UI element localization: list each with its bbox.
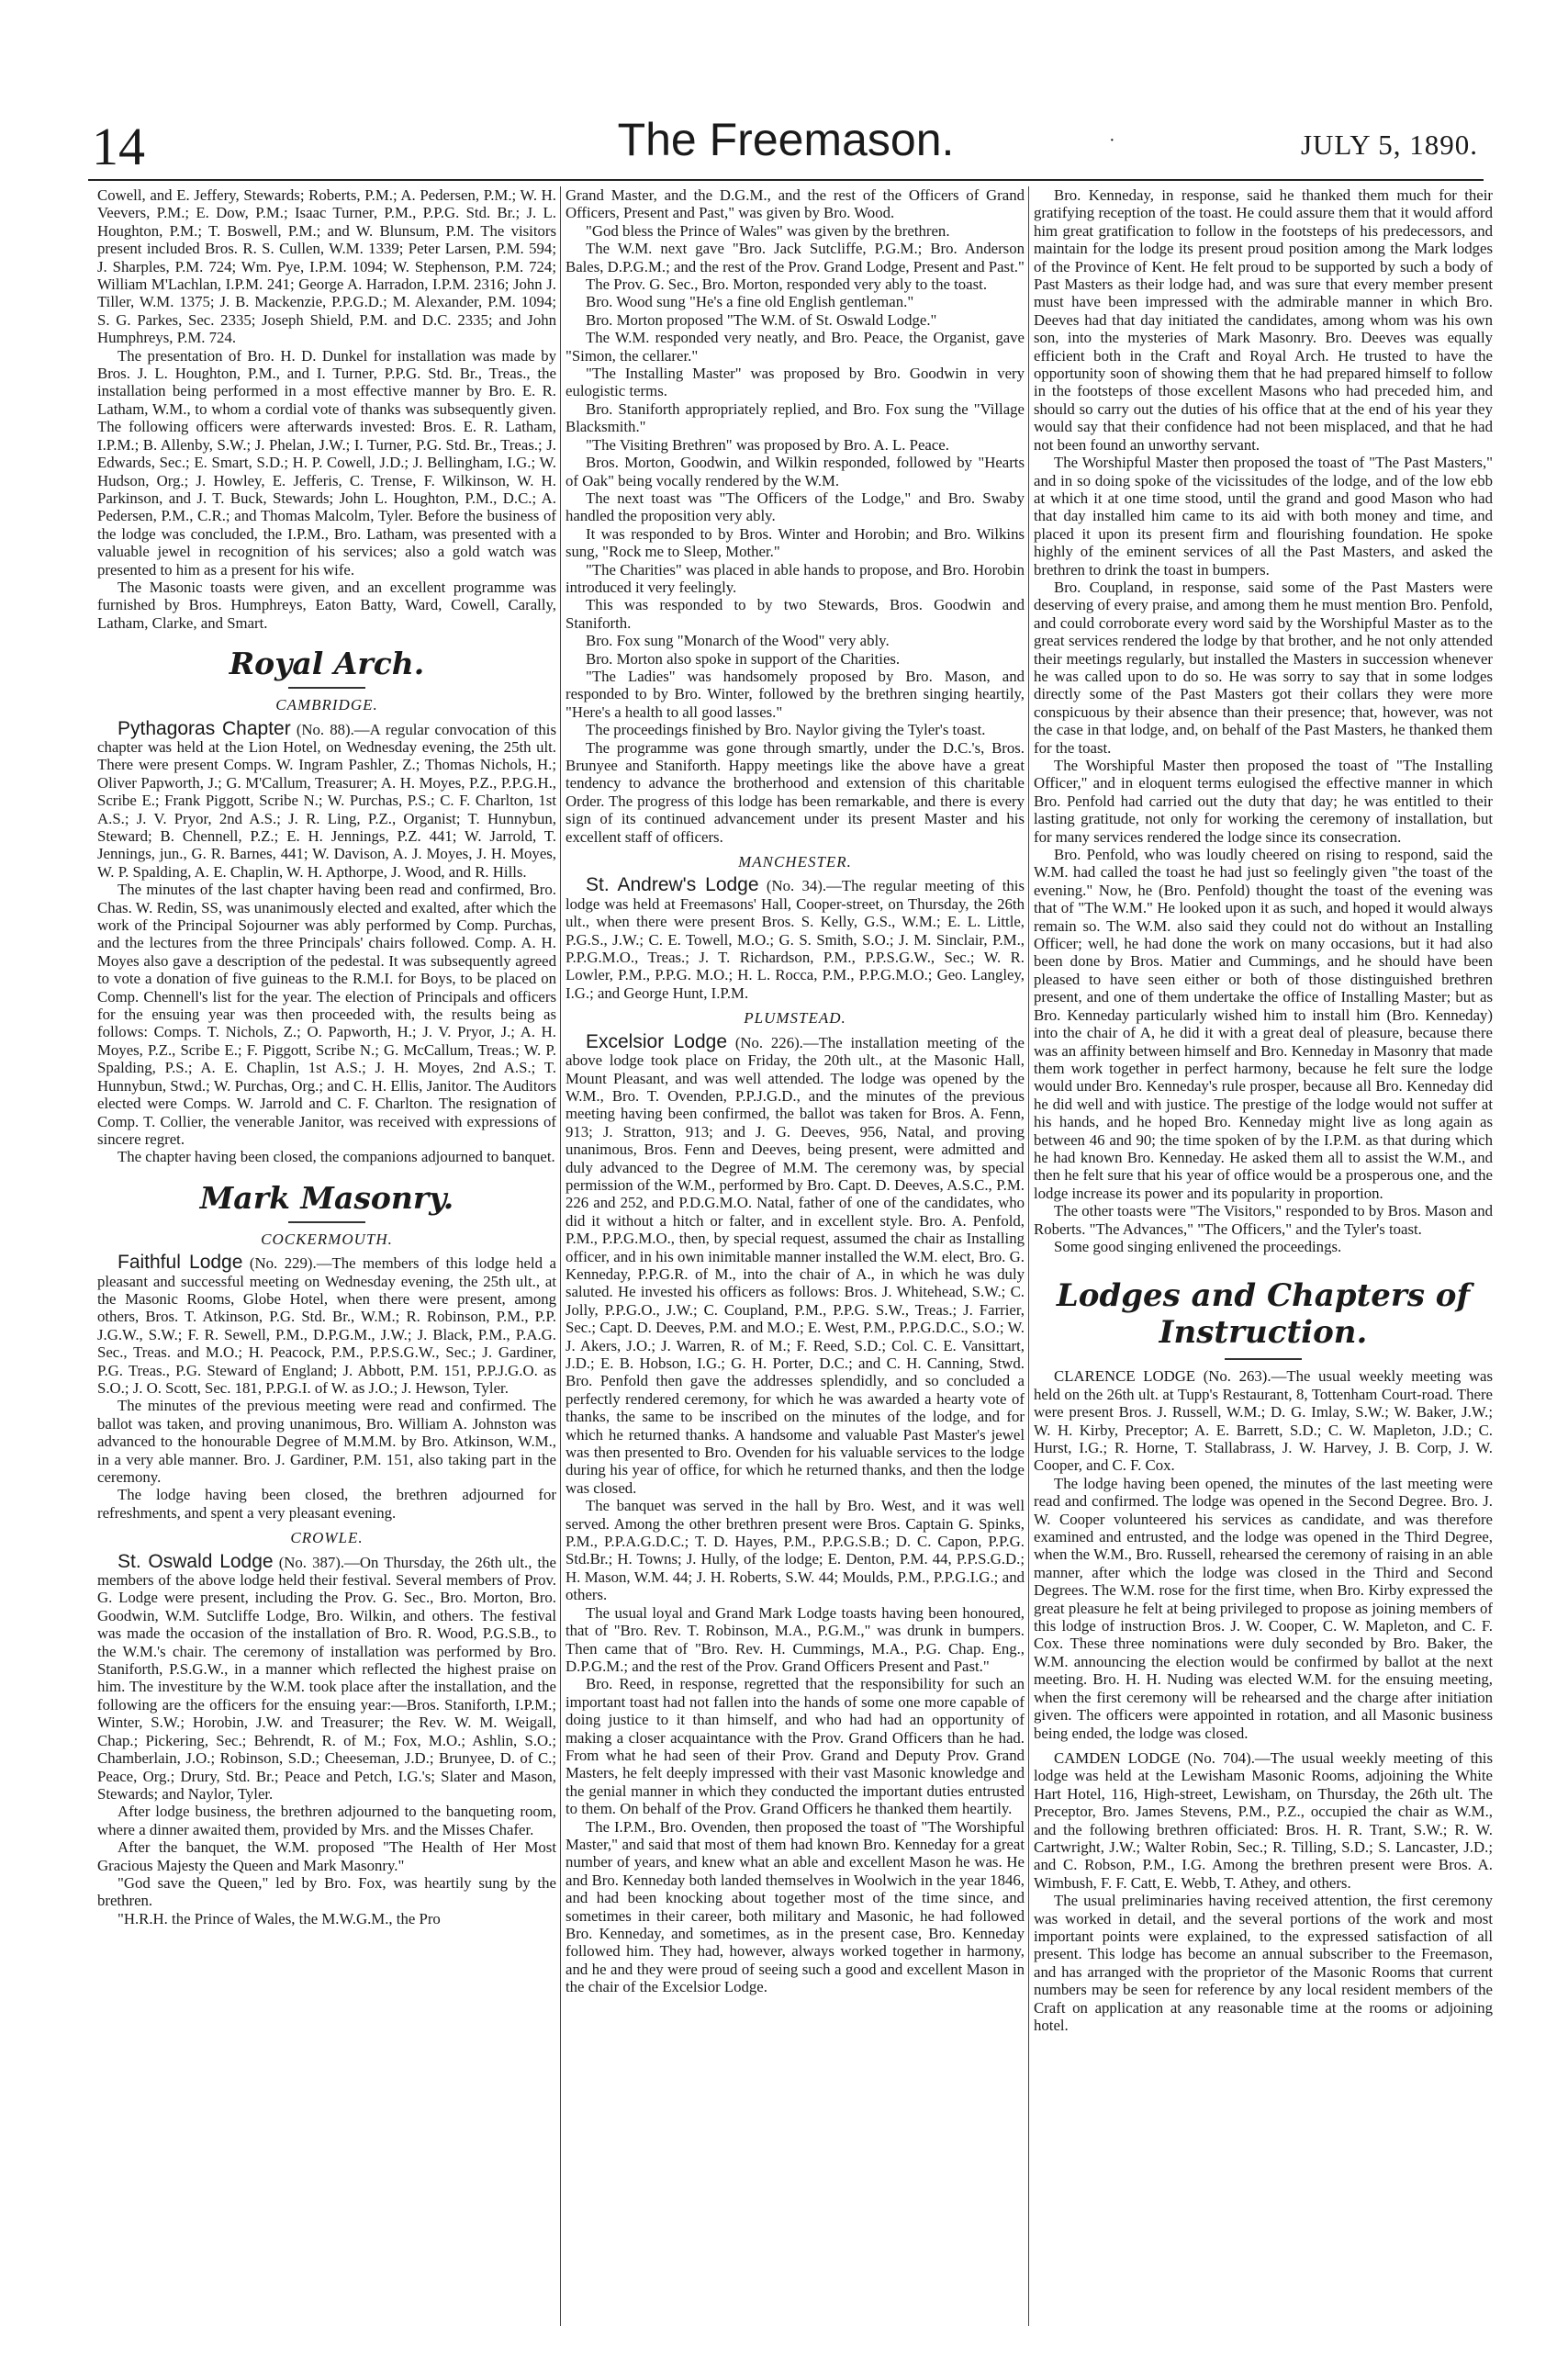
paragraph: "God bless the Prince of Wales" was given by the brethren.	[586, 221, 950, 240]
article-paragraph	[566, 1030, 1025, 1498]
place-heading: PLUMSTEAD.	[744, 1009, 846, 1028]
article-paragraph	[566, 876, 1025, 1002]
paragraph: The chapter having been closed, the companions adjourned to banquet.	[118, 1148, 555, 1166]
header-dot: ·	[1109, 130, 1115, 151]
section-title-line: Instruction.	[1159, 1314, 1368, 1352]
paragraph: The Masonic toasts were given, and an excellent programme was furnished by Bros. Humphreys, Eaton Batty, Ward, Cowell, Carally, Latham, Clarke, and Smart.	[97, 578, 556, 632]
paragraph: The usual preliminaries having received attention, the first ceremony was worked in detail, and the several portions of the work and most important points were explained, to the expressed satisfaction of all present. This lodge has become an annual subscriber to the Freemason, and has arranged with the proprietor of the Masonic Rooms that current numbers may be seen for reference by any local resident members of the Craft on application at any reasonable time at the rooms or adjoining hotel.	[1034, 1892, 1493, 2034]
paragraph: The next toast was "The Officers of the Lodge," and Bro. Swaby handled the proposition very ably.	[566, 489, 1025, 525]
paragraph: Bros. Morton, Goodwin, and Wilkin responded, followed by "Hearts of Oak" being vocally rendered by the W.M.	[566, 454, 1025, 489]
paragraph: The Worshipful Master then proposed the toast of "The Installing Officer," and in eloquent terms eulogised the effective manner in which Bro. Penfold had carried out the duty that day; he was entitled to their lasting gratitude, not only for working the ceremony of installation, but for many services rendered the lodge since its consecration.	[1034, 757, 1493, 846]
article-text: (No. 387).—On Thursday, the 26th ult., the members of the above lodge held their festival. Several members of Prov. G. Lodge were present, including the Prov. G. Sec., Bro. Morton, Bro. Goodwin, W.M. Sutcliffe Lodge, Bro. Wilkin, and others. The festival was made the occasion of the installation of Bro. R. Wood, P.G.S.B., to the W.M.'s chair. The ceremony of installation was performed by Bro. Staniforth, P.S.G.W., in a manner which reflected the highest praise on him. The investiture by the W.M. took place after the installation, and the following are the officers for the ensuing year:—Bros. Staniforth, I.P.M.; Winter, S.W.; Horobin, J.W. and Treasurer; the Rev. W. M. Weigall, Chap.; Pickering, Sec.; Behrendt, R. of M.; Fox, M.O.; Ashlin, S.O.; Chamberlain, J.O.; Robinson, S.D.; Cheeseman, J.D.; Brunyee, D. of C.; Peace, Org.; Drury, Std. Br.; Peace and Petch, I.G.'s; Slater and Mason, Stewards; and Naylor, Tyler.	[97, 1553, 556, 1803]
article-text: (No. 229).—The members of this lodge held a pleasant and successful meeting on Wednesday evening, the 25th ult., at the Masonic Rooms, Globe Hotel, when there were present, among others, Bros. T. Atkinson, P.G. Std. Br., W.M.; R. Robinson, P.M., P.P. J.G.W., S.W.; F. R. Sewell, P.M., D.P.G.M., J.W.; J. Black, P.M., P.A.G. Sec., Treas. and M.O.; H. Peacock, P.M., P.P.S.G.W., Sec.; J. Gardiner, P.G. Treas., P.G. Steward of England; J. Abbott, P.M. 151, P.P.J.G.O. as S.O.; J. O. Scott, Sec. 181, P.P.G.I. of W. as J.O.; J. Hewson, Tyler.	[97, 1254, 556, 1397]
paragraph: "God save the Queen," led by Bro. Fox, was heartily sung by the brethren.	[97, 1873, 556, 1910]
paragraph: The I.P.M., Bro. Ovenden, then proposed the toast of "The Worshipful Master," and said that most of them had known Bro. Kenneday for a great number of years, and knew what an able and excellent Mason he was. He and Bro. Kenneday both landed themselves in Woolwich in the year 1846, and had been knocking about together most of the time since, and sometimes in their career, both military and Masonic, he had followed Bro. Kenneday, and sometimes, as in the present case, Bro. Kenneday followed him. They had, however, always worked together in harmony, and he and they were proud of seeing such a good and excellent Mason in the chair of the Excelsior Lodge.	[566, 1817, 1025, 1996]
header-rule	[88, 179, 1484, 181]
place-heading: COCKERMOUTH.	[261, 1230, 393, 1248]
article-paragraph	[97, 1253, 556, 1397]
paragraph: "The Installing Master" was proposed by Bro. Goodwin in very eulogistic terms.	[566, 365, 1025, 400]
paragraph: The proceedings finished by Bro. Naylor giving the Tyler's toast.	[586, 721, 986, 739]
article-text: (No. 88).—A regular convocation of this chapter was held at the Lion Hotel, on Wednesday evening, the 25th ult. There were present Comps. W. Ingram Pashler, Z.; Thomas Nichols, H.; Oliver Papworth, J.; G. M'Callum, Treasurer; A. H. Moyes, P.Z., P.P.G.H., Scribe E.; Frank Piggott, Scribe N.; W. Purchas, P.S.; C. F. Charlton, 1st A.S.; J. V. Pryor, 2nd A.S.; J. R. Ling, P.Z., Organist; T. Hunnybun, Steward; B. Chennell, P.Z.; E. H. Jennings, P.Z. 441; W. Jarrold, T. Jennings, jun., G. R. Barnes, 441; W. Davison, A. J. Moyes, J. H. Moyes, W. P. Spalding, A. E. Chaplin, W. H. Apthorpe, J. Wood, and R. Hills.	[97, 720, 556, 881]
paragraph: The minutes of the previous meeting were read and confirmed. The ballot was taken, and proving unanimous, Bro. William A. Johnston was advanced to the honourable Degree of M.M.M. by Bro. Atkinson, W.M., in a very able manner. Bro. J. Gardiner, P.M. 151, also taking part in the ceremony.	[97, 1397, 556, 1486]
paragraph: Cowell, and E. Jeffery, Stewards; Roberts, P.M.; A. Pedersen, P.M.; W. H. Veevers, P.M.; E. Dow, P.M.; Isaac Turner, P.M., P.P.G. Std. Br.; J. L. Houghton, P.M.; T. Boswell, P.M.; and W. Blunsum, P.M. The visitors present included Bros. R. S. Cullen, W.M. 1339; Peter Larsen, P.M. 594; J. Sharples, P.M. 724; Wm. Pye, I.P.M. 1094; W. Stephenson, P.M. 724; William M'Lachlan, I.P.M. 241; George A. Harradon, I.P.M. 2316; John J. Tiller, W.M. 1375; J. B. Mackenzie, P.P.G.D.; M. Alexander, P.M. 1094; S. G. Parkes, Sec. 2335; Joseph Shield, P.M. and D.C. 2335; and John Humphreys, P.M. 724.	[97, 186, 556, 347]
place-heading: CROWLE.	[290, 1529, 364, 1547]
paragraph: "The Visiting Brethren" was proposed by Bro. A. L. Peace.	[586, 435, 949, 454]
paragraph: It was responded to by Bros. Winter and Horobin; and Bro. Wilkins sung, "Rock me to Sleep, Mother."	[566, 524, 1025, 561]
paragraph: Bro. Morton also spoke in support of the Charities.	[586, 649, 901, 668]
paragraph: Bro. Reed, in response, regretted that the responsibility for such an important toast had not fallen into the hands of some one more capable of doing justice to it than himself, and who had had an opportunity of making a closer acquaintance with the Prov. Grand Officers than he had. From what he had seen of their Prov. Grand and Deputy Prov. Grand Masters, he felt deeply impressed with their vast Masonic knowledge and the genial manner in which they conducted the important duties entrusted to them. On behalf of the Prov. Grand Officers he thanked them heartily.	[566, 1675, 1025, 1818]
paragraph: Bro. Kenneday, in response, said he thanked them much for their gratifying reception of the toast. He could assure them that it would afford him great gratification to follow in the footsteps of his predecessors, and maintain for the lodge its present proud position among the Mark lodges of the Province of Kent. He felt proud to be supported by such a body of Past Masters as their lodge had, and was sure that every member present must have been impressed with the admirable manner in which Bro. Deeves had that day initiated the candidates, among whom was his own son, into the mysteries of Mark Masonry. Bro. Deeves was equally efficient both in the Craft and Royal Arch. He trusted to have the opportunity soon of showing them that he had prepared himself to follow in the footsteps of those excellent Masons who had preceded him, and should so carry out the duties of his office that at the end of his year they would say that their confidence had not been misplaced, and that he had not been found an unworthy servant.	[1034, 186, 1493, 454]
divider	[288, 687, 365, 689]
article-text: (No. 226).—The installation meeting of the above lodge took place on Friday, the 20th ult., at the Masonic Hall, Mount Pleasant, and was well attended. The lodge was opened by the W.M., Bro. T. Ovenden, P.P.J.G.D., and the minutes of the previous meeting having been confirmed, the ballot was taken for Bros. A. Fenn, 913; J. Stratton, 913; and J. G. Deeves, 956, Natal, and proving unanimous, Bros. Fenn and Deeves, being present, were admitted and duly advanced to the Degree of M.M. The ceremony was, by special permission of the W.M., performed by Bro. Capt. D. Deeves, A.S.C., P.M. 226 and 252, and P.D.G.M.O. Natal, father of one of the candidates, who did it without a hitch or falter, and in excellent style. Bro. A. Penfold, P.M., P.P.G.M.O., then, by special request, assumed the chair as Installing officer, and in his own inimitable manner installed the W.M. elect, Bro. G. Kenneday, P.P.G.R. of M., into the chair of A., in which he was duly saluted. He invested his officers as follows: Bros. J. Whitehead, S.W.; C. Jolly, P.P.G.O., J.W.; C. Coupland, P.M., P.P.G. S.W., Treas.; J. Farrier, Sec.; Capt. D. Deeves, P.M. and M.O.; E. West, P.M., P.P.G.D.C., S.O.; W. J. Akers, J.O.; J. Warren, R. of M.; F. Reed, S.D.; Col. C. E. Vansittart, J.D.; E. B. Hobson, I.G.; G. H. Porter, D.C.; and C. H. Canning, Stwd. Bro. Penfold then gave the addresses splendidly, and so concluded a perfectly rendered ceremony, for which he was awarded a hearty vote of thanks, the same to be inscribed on the minutes of the lodge, and for which he returned thanks. A handsome and valuable Past Master's jewel was then presented to Bro. Ovenden for his valuable services to the lodge during his year of office, for which he returned thanks, and then the lodge was closed.	[566, 1033, 1025, 1497]
column-1	[97, 186, 556, 2326]
paragraph: Some good singing enlivened the proceedings.	[1054, 1237, 1342, 1255]
column-2	[566, 186, 1025, 2326]
masthead-title: The Freemason.	[617, 114, 955, 165]
article-text: (No. 263).—The usual weekly meeting was held on the 26th ult. at Tupp's Restaurant, 8, Tottenham Court-road. There were present Bros. J. Russell, W.M.; D. G. Imlay, S.W.; W. Baker, J.W.; W. H. Kirby, Preceptor; A. E. Barrett, S.D.; C. W. Mapleton, J.D.; C. Hurst, I.G.; R. Horne, T. Stallabrass, J. W. Harvey, J. B. Corp, J. W. Cooper, and C. F. Cox.	[1034, 1367, 1493, 1475]
paragraph: "H.R.H. the Prince of Wales, the M.W.G.M., the Pro	[118, 1909, 441, 1927]
paragraph: The Prov. G. Sec., Bro. Morton, responded very ably to the toast.	[586, 275, 988, 294]
divider	[288, 1221, 365, 1223]
article-paragraph	[97, 1550, 556, 1804]
article-paragraph	[97, 717, 556, 882]
paragraph: "The Charities" was placed in able hands to propose, and Bro. Horobin introduced it very feelingly.	[566, 560, 1025, 596]
paragraph: The presentation of Bro. H. D. Dunkel for installation was made by Bros. J. L. Houghton, P.M., and I. Turner, P.P.G. Std. Br., Treas., the installation being performed in a most effective manner by Bro. E. R. Latham, W.M., to whom a cordial vote of thanks was subsequently given. The following officers were afterwards invested: Bros. E. R. Latham, I.P.M.; B. Allenby, S.W.; J. Phelan, J.W.; I. Turner, P.G. Std. Br., Treas.; J. Edwards, Sec.; E. Smart, S.D.; H. P. Cowell, J.D.; J. Bellingham, I.G.; W. Hudson, Org.; J. Howley, E. Jefferis, C. Trense, F. Wilkinson, W. H. Parkinson, and J. T. Buck, Stewards; John L. Houghton, P.M., D.C.; A. Pedersen, P.M., C.R.; and Thomas Malcolm, Tyler. Before the business of the lodge was concluded, the I.P.M., Bro. Latham, was presented with a valuable jewel in recognition of his services; also a gold watch was presented to him as a present for his wife.	[97, 346, 556, 579]
paragraph: The minutes of the last chapter having been read and confirmed, Bro. Chas. W. Redin, SS, was unanimously elected and exalted, after which the work of the Principal Sojourner was ably performed by Comp. Purchas, and the lectures from the three Principals' chairs followed. Comp. A. H. Moyes also gave a description of the pedestal. It was subsequently agreed to vote a donation of five guineas to the R.M.I. for Boys, to be placed on Comp. Chennell's list for the year. The election of Principals and officers for the ensuing year was then proceeded with, the results being as follows: Comps. T. Nichols, Z.; O. Papworth, H.; J. V. Pryor, J.; A. H. Moyes, P.Z., Scribe E.; F. Piggott, Scribe N.; G. McCallum, Treas.; W. P. Spalding, P.S.; A. E. Chaplin, 1st A.S.; J. H. Moyes, 2nd A.S.; T. Hunnybun, Stwd.; W. Purchas, Org.; and C. H. Ellis, Janitor. The Auditors elected were Comps. W. Jarrold and C. F. Charlton. The resignation of Comp. T. Collier, the venerable Janitor, was received with expressions of sincere regret.	[97, 881, 556, 1148]
lodge-name: Excelsior Lodge	[586, 1030, 728, 1052]
column-divider	[1028, 186, 1029, 2326]
section-title-line: Lodges and Chapters of	[1056, 1277, 1471, 1315]
paragraph: Bro. Coupland, in response, said some of the Past Masters were deserving of every praise, and among them he must mention Bro. Penfold, and could corroborate every word said by the Worshipful Master as to the great services rendered the lodge by that brother, and he not only attended their meetings regularly, but installed the Masters in succession whenever he was called upon to do so. He was sorry to say that in some lodges directly some of the Past Masters got their collars they were more conspicuous by their absence than their presence; that, however, was not the case in that lodge, and, on behalf of the Past Masters, he thanked them for the toast.	[1034, 578, 1493, 757]
section-title-mark-masonry: Mark Masonry.	[199, 1179, 454, 1216]
paragraph: After lodge business, the brethren adjourned to the banqueting room, where a dinner awaited them, provided by Mrs. and the Misses Chafer.	[97, 1803, 556, 1838]
spacer	[1034, 1742, 1493, 1749]
paragraph: The W.M. responded very neatly, and Bro. Peace, the Organist, gave "Simon, the cellarer."	[566, 329, 1025, 365]
divider	[1225, 1358, 1302, 1360]
lodge-name: Pythagoras Chapter	[118, 717, 291, 739]
lodge-name: St. Oswald Lodge	[118, 1550, 274, 1572]
column-3	[1034, 186, 1493, 2326]
lodge-name: St. Andrew's Lodge	[586, 874, 759, 896]
article-text: (No. 704).—The usual weekly meeting of this lodge was held at the Lewisham Masonic Rooms, adjoining the White Hart Hotel, 116, High-street, Lewisham, on Thursday, the 26th ult. The Preceptor, Bro. James Stevens, P.M., P.Z., occupied the chair as W.M., and the following brethren officiated: Bros. H. R. Trant, S.W.; R. W. Cartwright, J.W.; Walter Robin, Sec.; R. Tilling, S.D.; S. Lancaster, J.D.; and C. Robson, P.M., I.G. Among the brethren present were Bros. A. Wimbush, F. F. Catt, E. Webb, T. Athey, and others.	[1034, 1748, 1493, 1892]
paragraph: Bro. Wood sung "He's a fine old English gentleman."	[586, 293, 914, 311]
article-paragraph	[1034, 1749, 1493, 1892]
lodge-name: CLARENCE LODGE	[1054, 1367, 1196, 1386]
article-paragraph	[1034, 1367, 1493, 1474]
paragraph: Bro. Penfold, who was loudly cheered on rising to respond, said the W.M. had called the toast he had just so feelingly given "the toast of the evening." Now, he (Bro. Penfold) thought the toast of the evening was that of "The W.M." He looked upon it as such, and hoped it would always remain so. The W.M. also said they could not do without an Installing Officer; well, he had done the work on many occasions, but it had also been done by Bros. Matier and Cummings, and he should have been pleased to have seen either or both of those distinguished brethren present, and one of them undertake the office of Installing Master; but as Bro. Kenneday particularly wished him to install him (Bro. Kenneday) into the chair of A, he did it with a great deal of pleasure, because there was an affinity between himself and Bro. Kenneday in Masonry that made them work together in perfect harmony, because he felt sure the lodge would under Bro. Kenneday's rule prosper, because all Bro. Kenneday did he did well and with justice. The prestige of the lodge would not suffer at his hands, and he hoped Bro. Kenneday might live as long again as between 46 and 90; the time spoken of by the I.P.M. as that during which he had known Bro. Kenneday. He asked them all to assist the W.M., and then he felt sure that his year of office would be a prosperous one, and the lodge increase its power and its popularity in proportion.	[1034, 846, 1493, 1202]
section-title-royal-arch: Royal Arch.	[229, 646, 425, 682]
paragraph: The lodge having been opened, the minutes of the last meeting were read and confirmed. The lodge was opened in the Second Degree. Bro. J. W. Cooper volunteered his services as candidate, and was therefore examined and entrusted, and the lodge was opened in the Third Degree, when the W.M., Bro. Russell, rehearsed the ceremony of raising in an able manner, after which the lodge was closed in the Third and Second Degrees. The W.M. rose for the first time, when Bro. Kirby expressed the great pleasure he felt at being privileged to propose as joining members of this lodge of instruction Bros. J. W. Cooper, C. W. Mapleton, and C. F. Cox. These three nominations were duly seconded by Bro. Baker, the W.M. announcing the election would be confirmed by ballot at the next meeting. Bro. H. H. Nuding was elected W.M. for the ensuing meeting, when the first ceremony will be rehearsed and the charge after initiation given. The officers were appointed in rotation, and all Masonic business being ended, the lodge was closed.	[1034, 1474, 1493, 1742]
paragraph: The usual loyal and Grand Mark Lodge toasts having been honoured, that of "Bro. Rev. T. Robinson, M.A., P.G.M.," was drunk in bumpers. Then came that of "Bro. Rev. H. Cummings, M.A., P.G. Chap. Eng., D.P.G.M.; and the rest of the Prov. Grand Officers Present and Past."	[566, 1603, 1025, 1675]
column-divider	[560, 186, 561, 2326]
lodge-name: Faithful Lodge	[118, 1252, 243, 1274]
paragraph: After the banquet, the W.M. proposed "The Health of Her Most Gracious Majesty the Queen and Mark Masonry."	[97, 1838, 556, 1874]
paragraph: Grand Master, and the D.G.M., and the rest of the Officers of Grand Officers, Present and Past," was given by Bro. Wood.	[566, 186, 1025, 222]
issue-date: JULY 5, 1890.	[1300, 129, 1478, 161]
paragraph: "The Ladies" was handsomely proposed by Bro. Mason, and responded to by Bro. Winter, followed by the brethren singing heartily, "Here's a health to all good lasses."	[566, 667, 1025, 721]
paragraph: Bro. Staniforth appropriately replied, and Bro. Fox sung the "Village Blacksmith."	[566, 399, 1025, 436]
page-number: 14	[92, 117, 145, 176]
page-header	[88, 103, 1484, 176]
paragraph: The other toasts were "The Visitors," responded to by Bros. Mason and Roberts. "The Advances," "The Officers," and the Tyler's toast.	[1034, 1202, 1493, 1238]
paragraph: This was responded to by two Stewards, Bros. Goodwin and Staniforth.	[566, 596, 1025, 632]
paragraph: The Worshipful Master then proposed the toast of "The Past Masters," and in so doing spoke of the vicissitudes of the lodge, and of the low ebb at which it at one time stood, until the grand and good Mason who had that day installed him came to its aid with both money and time, and placed it upon its present firm and flourishing foundation. He spoke highly of the eminent services of all the Past Masters, and asked the brethren to drink the toast in bumpers.	[1034, 454, 1493, 579]
paragraph: The programme was gone through smartly, under the D.C.'s, Bros. Brunyee and Staniforth. Happy meetings like the above have a great tendency to advance the brotherhood and extension of this charitable Order. The progress of this lodge has been remarkable, and there is every sign of its continued advancement under its present Master and his excellent staff of officers.	[566, 738, 1025, 846]
paragraph: The lodge having been closed, the brethren adjourned for refreshments, and spent a very pleasant evening.	[97, 1486, 556, 1522]
paragraph: Bro. Fox sung "Monarch of the Wood" very ably.	[586, 632, 890, 650]
paragraph: Bro. Morton proposed "The W.M. of St. Oswald Lodge."	[586, 310, 937, 329]
paragraph: The banquet was served in the hall by Bro. West, and it was well served. Among the other brethren present were Bros. Captain G. Spinks, P.M., P.P.A.G.D.C.; T. D. Hayes, P.M., P.P.G.S.B.; D. C. Capon, P.P.G. Std.Br.; H. Towns; J. Hully, of the lodge; E. Denton, P.M. 44, P.P.S.G.D.; H. Mason, W.M. 44; J. H. Roberts, S.W. 44; Moulds, P.M., P.P.G.I.G.; and others.	[566, 1497, 1025, 1604]
place-heading: MANCHESTER.	[738, 853, 852, 871]
article-text: (No. 34).—The regular meeting of this lodge was held at Freemasons' Hall, Cooper-street, on Thursday, the 26th ult., when there were present Bros. S. Kelly, G.S., W.M.; E. L. Little, P.G.S., J.W.; C. E. Towell, M.O.; G. S. Smith, S.O.; J. M. Sinclair, P.M., P.P.G.M.O., Treas.; J. T. Richardson, P.M., P.P.S.G.W., Sec.; W. R. Lowler, P.M., P.P.G. M.O.; H. L. Rocca, P.M., P.P.G.M.O.; Geo. Langley, I.G.; and George Hunt, I.P.M.	[566, 877, 1025, 1002]
section-title-lodges-instruction	[1034, 1277, 1493, 1351]
place-heading: CAMBRIDGE.	[275, 696, 378, 714]
lodge-name: CAMDEN LODGE	[1054, 1748, 1181, 1767]
paragraph: The W.M. next gave "Bro. Jack Sutcliffe, P.G.M.; Bro. Anderson Bales, D.P.G.M.; and the rest of the Prov. Grand Lodge, Present and Past."	[566, 240, 1025, 275]
